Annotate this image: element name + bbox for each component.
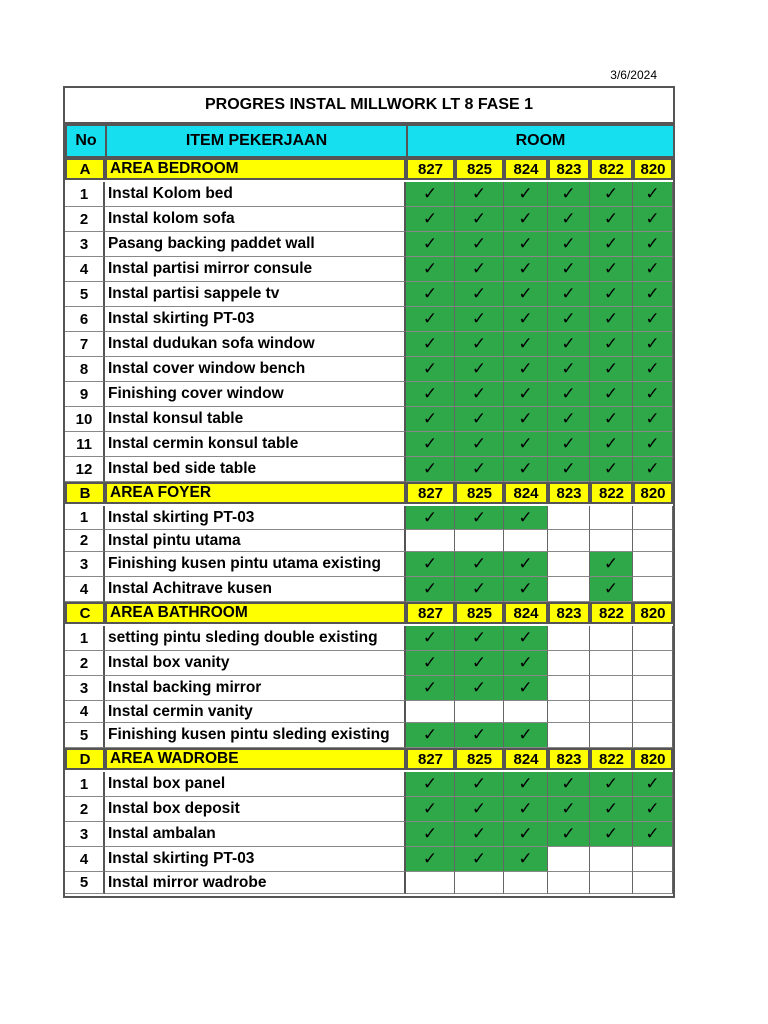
check-icon-cell: ✓: [455, 822, 504, 847]
table-row: [65, 822, 673, 847]
check-icon-cell: ✓: [455, 432, 504, 457]
check-icon-cell: ✓: [406, 182, 455, 207]
check-icon-cell: ✓: [455, 332, 504, 357]
empty-cell: [504, 872, 548, 894]
check-icon-cell: ✓: [406, 772, 455, 797]
row-number: 9: [65, 382, 105, 407]
item-name: Instal skirting PT-03: [105, 847, 406, 872]
row-number: 3: [65, 822, 105, 847]
check-icon-cell: ✓: [548, 332, 590, 357]
row-number: 4: [65, 847, 105, 872]
row-number: 1: [65, 506, 105, 530]
check-icon-cell: ✓: [406, 257, 455, 282]
check-icon-cell: ✓: [455, 676, 504, 701]
room-number: 827: [406, 482, 455, 504]
check-icon-cell: ✓: [504, 723, 548, 748]
empty-cell: [548, 872, 590, 894]
table-row: [65, 457, 673, 482]
room-number: 827: [406, 158, 455, 180]
section-name: AREA FOYER: [105, 482, 406, 504]
table-row: [65, 676, 673, 701]
check-icon-cell: ✓: [548, 457, 590, 482]
row-number: 5: [65, 723, 105, 748]
row-number: 10: [65, 407, 105, 432]
row-number: 1: [65, 182, 105, 207]
item-name: Instal cover window bench: [105, 357, 406, 382]
empty-cell: [633, 847, 673, 872]
check-icon-cell: ✓: [633, 822, 673, 847]
check-icon-cell: ✓: [590, 307, 633, 332]
empty-cell: [455, 530, 504, 552]
room-number: 820: [633, 748, 673, 770]
item-name: Instal ambalan: [105, 822, 406, 847]
check-icon-cell: ✓: [504, 651, 548, 676]
room-number: 825: [455, 158, 504, 180]
room-number: 824: [504, 158, 548, 180]
empty-cell: [633, 651, 673, 676]
table-row: [65, 872, 673, 894]
check-icon-cell: ✓: [455, 626, 504, 651]
section-row: [65, 482, 673, 504]
room-number: 822: [590, 748, 633, 770]
check-icon-cell: ✓: [633, 232, 673, 257]
check-icon-cell: ✓: [406, 552, 455, 577]
check-icon-cell: ✓: [406, 332, 455, 357]
check-icon-cell: ✓: [590, 382, 633, 407]
empty-cell: [590, 530, 633, 552]
empty-cell: [504, 530, 548, 552]
check-icon-cell: ✓: [633, 257, 673, 282]
empty-cell: [548, 530, 590, 552]
check-icon-cell: ✓: [406, 797, 455, 822]
row-number: 4: [65, 701, 105, 723]
check-icon-cell: ✓: [406, 382, 455, 407]
empty-cell: [590, 626, 633, 651]
row-number: 2: [65, 651, 105, 676]
check-icon-cell: ✓: [633, 332, 673, 357]
section-row: [65, 748, 673, 770]
table-row: [65, 552, 673, 577]
check-icon-cell: ✓: [504, 282, 548, 307]
table-row: [65, 626, 673, 651]
check-icon-cell: ✓: [406, 282, 455, 307]
room-number: 824: [504, 748, 548, 770]
check-icon-cell: ✓: [633, 432, 673, 457]
check-icon-cell: ✓: [633, 357, 673, 382]
check-icon-cell: ✓: [633, 407, 673, 432]
check-icon-cell: ✓: [406, 357, 455, 382]
room-number: 822: [590, 482, 633, 504]
check-icon-cell: ✓: [504, 207, 548, 232]
table-row: [65, 506, 673, 530]
room-number: 822: [590, 158, 633, 180]
empty-cell: [455, 701, 504, 723]
empty-cell: [590, 651, 633, 676]
header-no: No: [65, 124, 107, 158]
check-icon-cell: ✓: [406, 651, 455, 676]
header-room: ROOM: [406, 124, 675, 158]
check-icon-cell: ✓: [548, 797, 590, 822]
check-icon-cell: ✓: [455, 847, 504, 872]
empty-cell: [548, 552, 590, 577]
item-name: Instal cermin konsul table: [105, 432, 406, 457]
check-icon-cell: ✓: [590, 577, 633, 602]
room-number: 825: [455, 482, 504, 504]
empty-cell: [406, 701, 455, 723]
item-name: Instal dudukan sofa window: [105, 332, 406, 357]
table-row: [65, 207, 673, 232]
check-icon-cell: ✓: [504, 822, 548, 847]
check-icon-cell: ✓: [406, 232, 455, 257]
check-icon-cell: ✓: [504, 382, 548, 407]
empty-cell: [633, 552, 673, 577]
empty-cell: [633, 676, 673, 701]
check-icon-cell: ✓: [590, 232, 633, 257]
empty-cell: [504, 701, 548, 723]
room-number: 824: [504, 602, 548, 624]
table-row: [65, 232, 673, 257]
check-icon-cell: ✓: [504, 182, 548, 207]
empty-cell: [548, 651, 590, 676]
check-icon-cell: ✓: [590, 207, 633, 232]
check-icon-cell: ✓: [590, 357, 633, 382]
empty-cell: [406, 872, 455, 894]
check-icon-cell: ✓: [504, 626, 548, 651]
check-icon-cell: ✓: [633, 282, 673, 307]
check-icon-cell: ✓: [548, 382, 590, 407]
check-icon-cell: ✓: [504, 772, 548, 797]
table-row: [65, 530, 673, 552]
empty-cell: [633, 723, 673, 748]
check-icon-cell: ✓: [504, 332, 548, 357]
item-name: Instal bed side table: [105, 457, 406, 482]
check-icon-cell: ✓: [455, 772, 504, 797]
item-name: Instal backing mirror: [105, 676, 406, 701]
check-icon-cell: ✓: [455, 282, 504, 307]
empty-cell: [548, 577, 590, 602]
check-icon-cell: ✓: [548, 282, 590, 307]
check-icon-cell: ✓: [455, 182, 504, 207]
room-number: 827: [406, 602, 455, 624]
empty-cell: [548, 506, 590, 530]
row-number: 3: [65, 676, 105, 701]
check-icon-cell: ✓: [455, 651, 504, 676]
empty-cell: [590, 723, 633, 748]
check-icon-cell: ✓: [633, 382, 673, 407]
check-icon-cell: ✓: [504, 552, 548, 577]
check-icon-cell: ✓: [504, 797, 548, 822]
section-row: [65, 158, 673, 180]
check-icon-cell: ✓: [548, 182, 590, 207]
empty-cell: [548, 701, 590, 723]
check-icon-cell: ✓: [406, 457, 455, 482]
empty-cell: [455, 872, 504, 894]
section-code: A: [65, 158, 105, 180]
check-icon-cell: ✓: [406, 506, 455, 530]
check-icon-cell: ✓: [548, 232, 590, 257]
empty-cell: [548, 626, 590, 651]
row-number: 4: [65, 577, 105, 602]
row-number: 2: [65, 530, 105, 552]
check-icon-cell: ✓: [455, 506, 504, 530]
check-icon-cell: ✓: [504, 676, 548, 701]
table-row: [65, 382, 673, 407]
room-number: 822: [590, 602, 633, 624]
table-title: PROGRES INSTAL MILLWORK LT 8 FASE 1: [65, 88, 673, 124]
section-code: B: [65, 482, 105, 504]
check-icon-cell: ✓: [406, 307, 455, 332]
section-row: [65, 602, 673, 624]
empty-cell: [548, 676, 590, 701]
row-number: 1: [65, 626, 105, 651]
check-icon-cell: ✓: [455, 577, 504, 602]
check-icon-cell: ✓: [406, 723, 455, 748]
room-number: 820: [633, 482, 673, 504]
section-code: D: [65, 748, 105, 770]
table-row: [65, 651, 673, 676]
check-icon-cell: ✓: [406, 407, 455, 432]
empty-cell: [633, 701, 673, 723]
check-icon-cell: ✓: [455, 723, 504, 748]
empty-cell: [633, 872, 673, 894]
check-icon-cell: ✓: [504, 257, 548, 282]
table-row: [65, 847, 673, 872]
row-number: 7: [65, 332, 105, 357]
empty-cell: [633, 506, 673, 530]
check-icon-cell: ✓: [633, 797, 673, 822]
empty-cell: [548, 847, 590, 872]
check-icon-cell: ✓: [455, 257, 504, 282]
empty-cell: [590, 701, 633, 723]
check-icon-cell: ✓: [548, 357, 590, 382]
item-name: Instal pintu utama: [105, 530, 406, 552]
check-icon-cell: ✓: [504, 506, 548, 530]
empty-cell: [590, 506, 633, 530]
check-icon-cell: ✓: [590, 432, 633, 457]
row-number: 3: [65, 232, 105, 257]
check-icon-cell: ✓: [455, 357, 504, 382]
table-row: [65, 357, 673, 382]
check-icon-cell: ✓: [504, 232, 548, 257]
item-name: Instal konsul table: [105, 407, 406, 432]
check-icon-cell: ✓: [406, 847, 455, 872]
empty-cell: [548, 723, 590, 748]
check-icon-cell: ✓: [548, 407, 590, 432]
row-number: 2: [65, 797, 105, 822]
empty-cell: [590, 676, 633, 701]
check-icon-cell: ✓: [406, 207, 455, 232]
check-icon-cell: ✓: [590, 407, 633, 432]
check-icon-cell: ✓: [455, 232, 504, 257]
item-name: Finishing kusen pintu utama existing: [105, 552, 406, 577]
check-icon-cell: ✓: [504, 357, 548, 382]
row-number: 6: [65, 307, 105, 332]
section-name: AREA BATHROOM: [105, 602, 406, 624]
item-name: Instal box deposit: [105, 797, 406, 822]
check-icon-cell: ✓: [590, 772, 633, 797]
item-name: Instal skirting PT-03: [105, 307, 406, 332]
room-number: 820: [633, 602, 673, 624]
check-icon-cell: ✓: [633, 772, 673, 797]
check-icon-cell: ✓: [504, 432, 548, 457]
check-icon-cell: ✓: [548, 257, 590, 282]
check-icon-cell: ✓: [548, 207, 590, 232]
row-number: 4: [65, 257, 105, 282]
room-number: 820: [633, 158, 673, 180]
section-code: C: [65, 602, 105, 624]
check-icon-cell: ✓: [406, 822, 455, 847]
check-icon-cell: ✓: [455, 457, 504, 482]
check-icon-cell: ✓: [455, 207, 504, 232]
report-date: 3/6/2024: [610, 68, 657, 82]
header-item: ITEM PEKERJAAN: [105, 124, 408, 158]
check-icon-cell: ✓: [548, 772, 590, 797]
check-icon-cell: ✓: [590, 332, 633, 357]
check-icon-cell: ✓: [590, 822, 633, 847]
row-number: 3: [65, 552, 105, 577]
check-icon-cell: ✓: [590, 797, 633, 822]
section-name: AREA BEDROOM: [105, 158, 406, 180]
check-icon-cell: ✓: [455, 307, 504, 332]
item-name: Finishing kusen pintu sleding existing: [105, 723, 406, 748]
check-icon-cell: ✓: [633, 457, 673, 482]
empty-cell: [633, 577, 673, 602]
empty-cell: [633, 626, 673, 651]
row-number: 1: [65, 772, 105, 797]
item-name: Instal partisi mirror consule: [105, 257, 406, 282]
check-icon-cell: ✓: [455, 552, 504, 577]
check-icon-cell: ✓: [504, 847, 548, 872]
row-number: 5: [65, 282, 105, 307]
item-name: Finishing cover window: [105, 382, 406, 407]
item-name: Instal mirror wadrobe: [105, 872, 406, 894]
table-row: [65, 701, 673, 723]
check-icon-cell: ✓: [633, 307, 673, 332]
check-icon-cell: ✓: [590, 552, 633, 577]
table-row: [65, 332, 673, 357]
check-icon-cell: ✓: [455, 407, 504, 432]
room-number: 827: [406, 748, 455, 770]
check-icon-cell: ✓: [406, 676, 455, 701]
row-number: 8: [65, 357, 105, 382]
item-name: setting pintu sleding double existing: [105, 626, 406, 651]
room-number: 823: [548, 158, 590, 180]
row-number: 11: [65, 432, 105, 457]
empty-cell: [590, 872, 633, 894]
check-icon-cell: ✓: [548, 432, 590, 457]
check-icon-cell: ✓: [455, 797, 504, 822]
table-row: [65, 182, 673, 207]
check-icon-cell: ✓: [633, 182, 673, 207]
check-icon-cell: ✓: [504, 407, 548, 432]
room-number: 824: [504, 482, 548, 504]
item-name: Pasang backing paddet wall: [105, 232, 406, 257]
check-icon-cell: ✓: [504, 457, 548, 482]
item-name: Instal skirting PT-03: [105, 506, 406, 530]
empty-cell: [633, 530, 673, 552]
table-row: [65, 257, 673, 282]
empty-cell: [406, 530, 455, 552]
room-number: 825: [455, 748, 504, 770]
check-icon-cell: ✓: [633, 207, 673, 232]
check-icon-cell: ✓: [504, 577, 548, 602]
check-icon-cell: ✓: [590, 282, 633, 307]
table-row: [65, 432, 673, 457]
table-row: [65, 772, 673, 797]
room-number: 823: [548, 748, 590, 770]
item-name: Instal Kolom bed: [105, 182, 406, 207]
check-icon-cell: ✓: [504, 307, 548, 332]
check-icon-cell: ✓: [548, 822, 590, 847]
check-icon-cell: ✓: [406, 626, 455, 651]
check-icon-cell: ✓: [406, 577, 455, 602]
table-row: [65, 577, 673, 602]
item-name: Instal box panel: [105, 772, 406, 797]
table-row: [65, 723, 673, 748]
item-name: Instal Achitrave kusen: [105, 577, 406, 602]
table-row: [65, 307, 673, 332]
check-icon-cell: ✓: [455, 382, 504, 407]
item-name: Instal partisi sappele tv: [105, 282, 406, 307]
room-number: 823: [548, 602, 590, 624]
item-name: Instal cermin vanity: [105, 701, 406, 723]
progress-table: [63, 86, 675, 898]
check-icon-cell: ✓: [590, 257, 633, 282]
table-row: [65, 407, 673, 432]
room-number: 823: [548, 482, 590, 504]
empty-cell: [590, 847, 633, 872]
row-number: 2: [65, 207, 105, 232]
item-name: Instal box vanity: [105, 651, 406, 676]
check-icon-cell: ✓: [406, 432, 455, 457]
row-number: 5: [65, 872, 105, 894]
table-row: [65, 282, 673, 307]
row-number: 12: [65, 457, 105, 482]
room-number: 825: [455, 602, 504, 624]
table-row: [65, 797, 673, 822]
check-icon-cell: ✓: [590, 182, 633, 207]
check-icon-cell: ✓: [548, 307, 590, 332]
check-icon-cell: ✓: [590, 457, 633, 482]
item-name: Instal kolom sofa: [105, 207, 406, 232]
section-name: AREA WADROBE: [105, 748, 406, 770]
